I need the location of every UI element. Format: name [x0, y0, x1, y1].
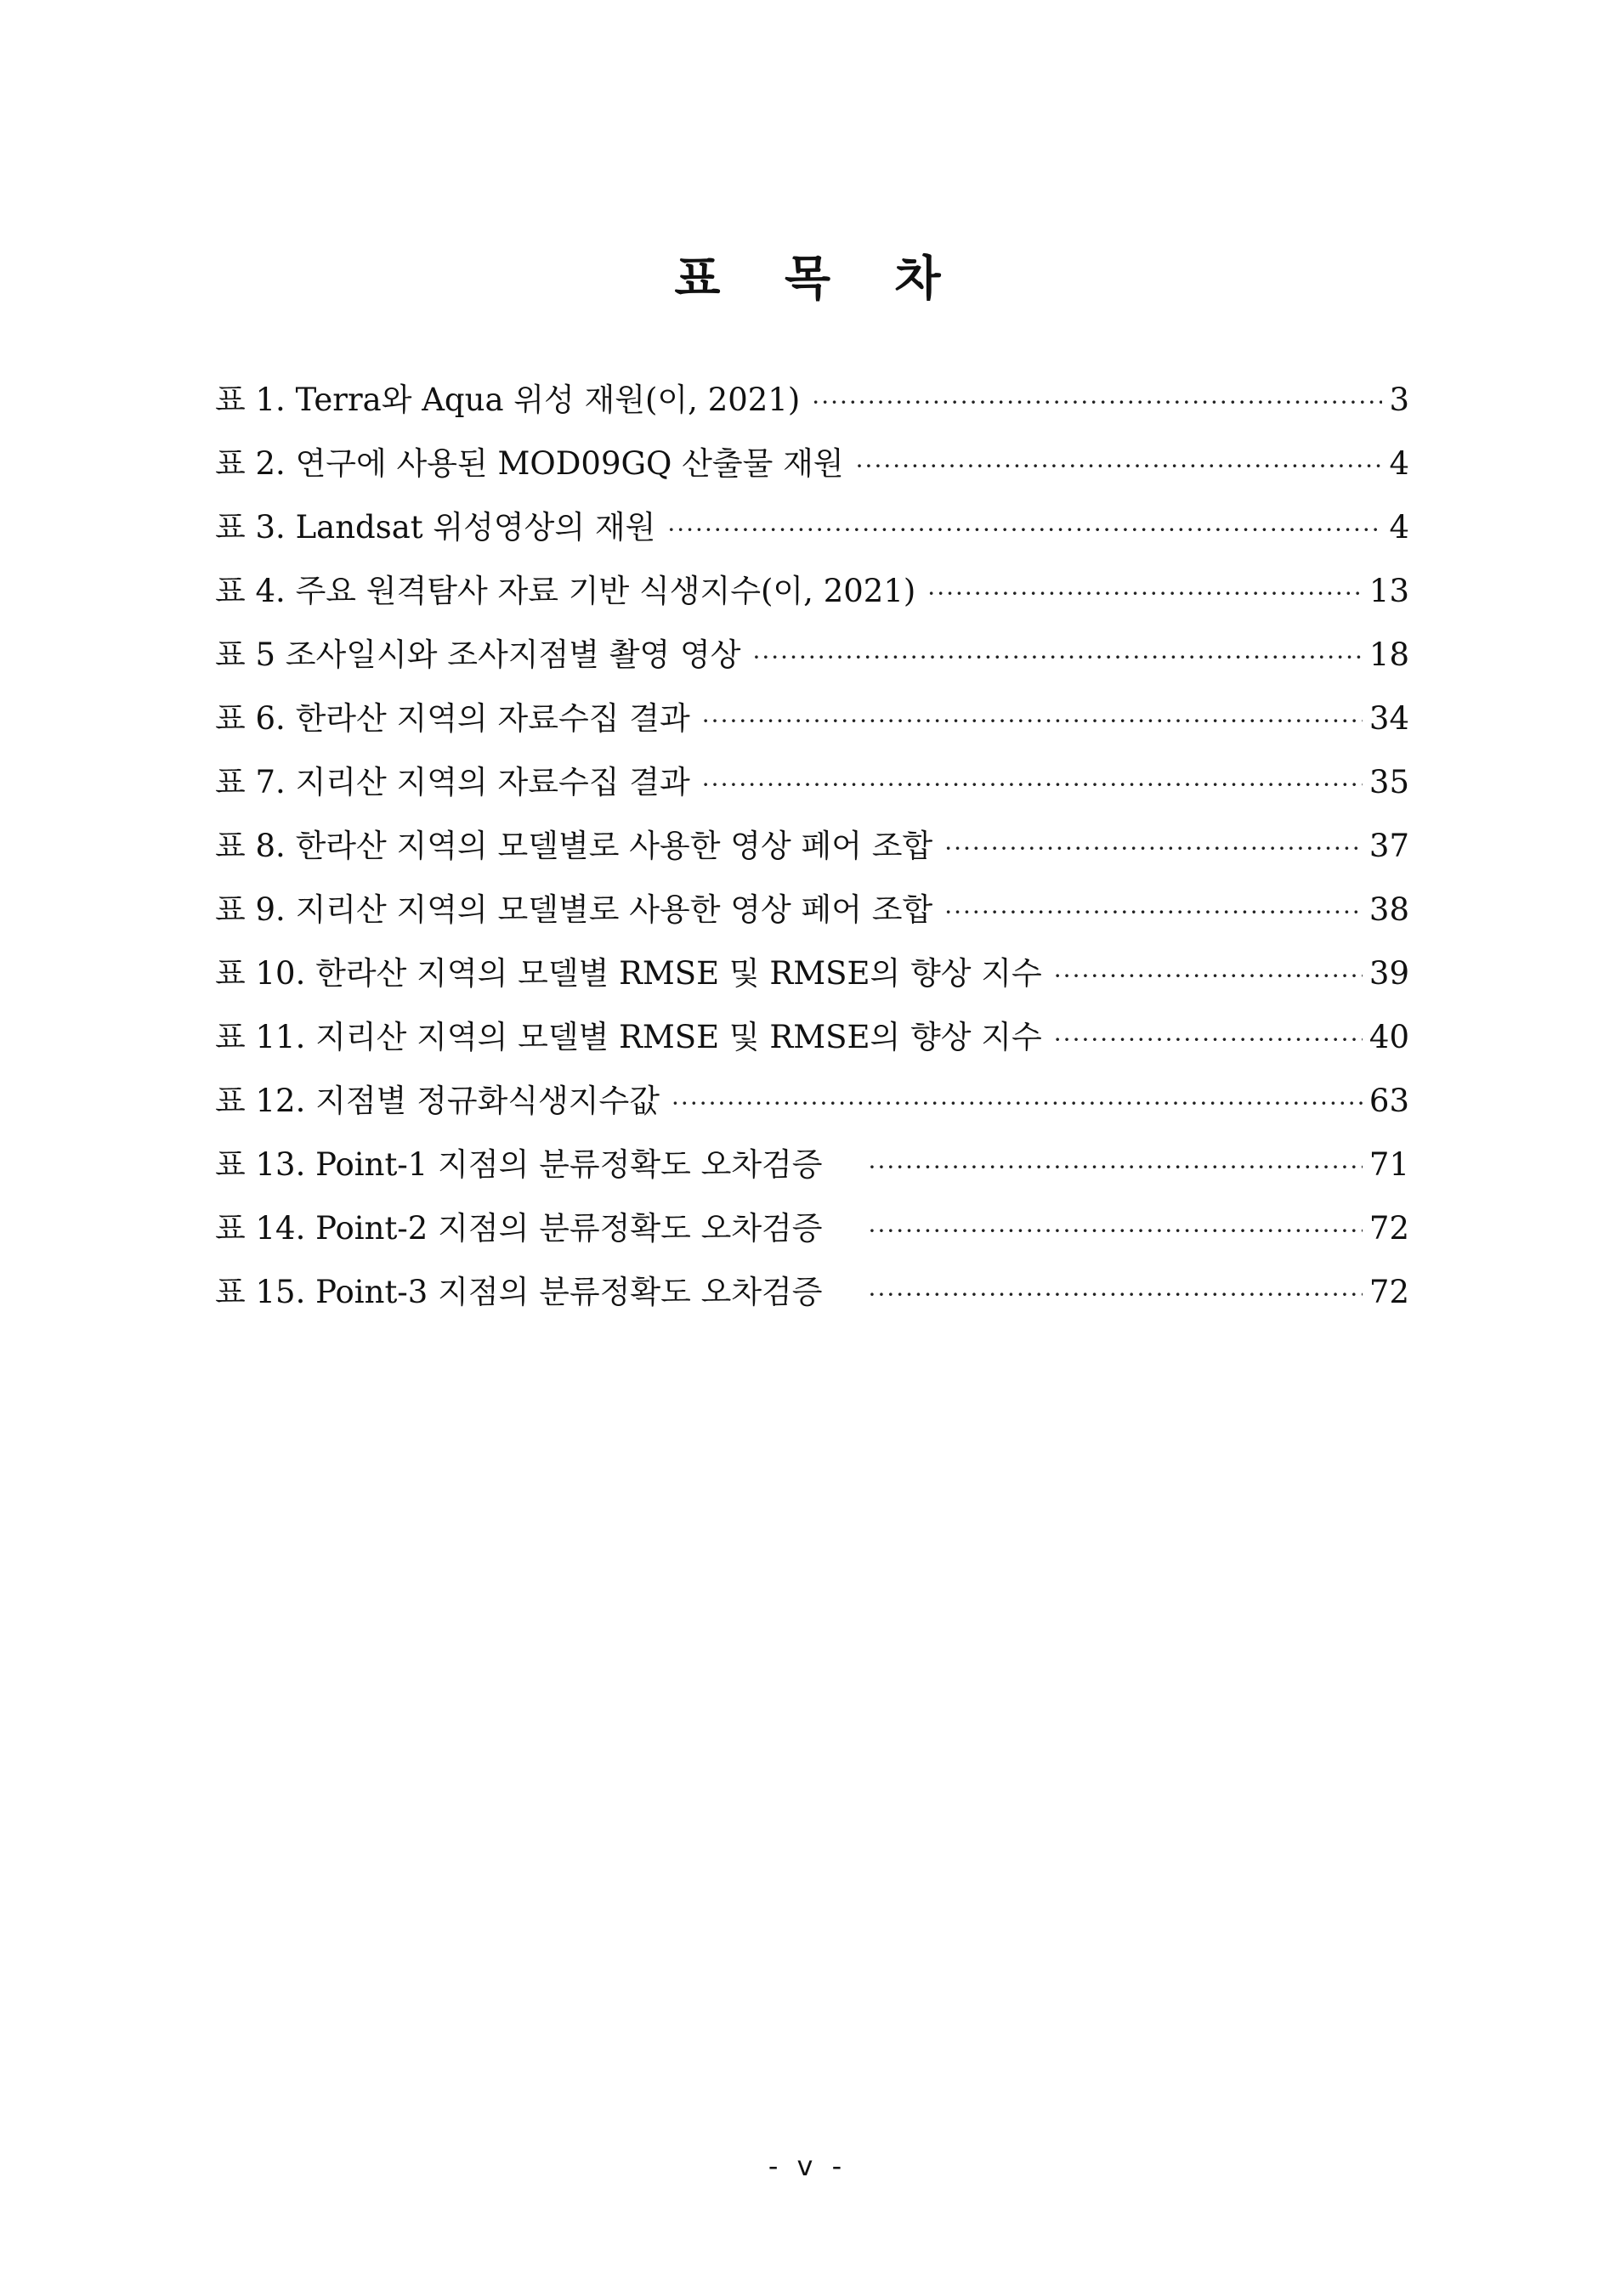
toc-entry-page: 3 — [1389, 382, 1409, 418]
toc-entry-label: 표 13. Point-1 지점의 분류정확도 오차검증 — [215, 1146, 823, 1183]
toc-entry[interactable] — [215, 623, 1409, 687]
toc-entry-page: 72 — [1368, 1210, 1409, 1247]
toc-entry-page: 4 — [1389, 509, 1409, 546]
dot-leader — [752, 625, 1362, 689]
toc-entry-label: 표 2. 연구에 사용된 MOD09GQ 산출물 재원 — [215, 445, 844, 482]
dot-leader — [702, 689, 1363, 753]
dot-leader — [944, 880, 1363, 944]
toc-entry-page: 35 — [1368, 764, 1409, 800]
toc-entry[interactable] — [215, 495, 1409, 559]
toc-entry-page: 71 — [1368, 1146, 1409, 1183]
toc-entry-label: 표 12. 지점별 정규화식생지수값 — [215, 1083, 660, 1119]
toc-entry-page: 13 — [1368, 573, 1409, 609]
toc-entry-label: 표 10. 한라산 지역의 모델별 RMSE 및 RMSE의 향상 지수 — [215, 955, 1042, 992]
toc-entry-page: 4 — [1389, 445, 1409, 482]
toc-entry[interactable] — [215, 687, 1409, 750]
toc-entry-label: 표 9. 지리산 지역의 모델별로 사용한 영상 페어 조합 — [215, 891, 933, 928]
dot-leader — [856, 434, 1383, 498]
toc-entry-label: 표 4. 주요 원격탐사 자료 기반 식생지수(이, 2021) — [215, 573, 916, 609]
toc-entry[interactable] — [215, 814, 1409, 878]
dot-leader — [944, 817, 1363, 880]
dot-leader — [1054, 944, 1363, 1008]
dot-leader — [702, 753, 1363, 817]
toc-entry[interactable] — [215, 368, 1409, 432]
toc-entry-page: 63 — [1368, 1083, 1409, 1119]
toc-entry-label: 표 7. 지리산 지역의 자료수집 결과 — [215, 764, 690, 800]
toc-entry-page: 34 — [1368, 700, 1409, 737]
toc-entry-label: 표 15. Point-3 지점의 분류정확도 오차검증 — [215, 1274, 823, 1310]
page-title: 표 목 차 — [674, 250, 965, 307]
dot-leader — [667, 498, 1382, 562]
dot-leader — [812, 370, 1382, 434]
dot-leader — [869, 1199, 1363, 1263]
toc-entry-label: 표 14. Point-2 지점의 분류정확도 오차검증 — [215, 1210, 823, 1247]
toc-entry[interactable] — [215, 1069, 1409, 1133]
toc-entry[interactable] — [215, 1196, 1409, 1260]
toc-entry-label: 표 5 조사일시와 조사지점별 촬영 영상 — [215, 636, 741, 673]
toc-entry[interactable] — [215, 1005, 1409, 1069]
toc-entry-label: 표 3. Landsat 위성영상의 재원 — [215, 509, 656, 546]
toc-entry[interactable] — [215, 1133, 1409, 1196]
toc-entry-label: 표 1. Terra와 Aqua 위성 재원(이, 2021) — [215, 382, 801, 418]
toc-entry-page: 38 — [1368, 891, 1409, 928]
toc-entry-label: 표 6. 한라산 지역의 자료수집 결과 — [215, 700, 690, 737]
toc-entry[interactable] — [215, 559, 1409, 623]
dot-leader — [927, 562, 1363, 625]
dot-leader — [672, 1072, 1363, 1135]
dot-leader — [869, 1135, 1363, 1199]
toc-entry[interactable] — [215, 432, 1409, 495]
table-of-tables — [215, 368, 1409, 1324]
toc-entry-page: 18 — [1368, 636, 1409, 673]
dot-leader — [869, 1263, 1363, 1326]
toc-entry-label: 표 11. 지리산 지역의 모델별 RMSE 및 RMSE의 향상 지수 — [215, 1019, 1042, 1055]
toc-entry-page: 39 — [1368, 955, 1409, 992]
toc-entry-label: 표 8. 한라산 지역의 모델별로 사용한 영상 페어 조합 — [215, 828, 933, 864]
toc-entry-page: 72 — [1368, 1274, 1409, 1310]
toc-entry[interactable] — [215, 878, 1409, 942]
toc-entry[interactable] — [215, 750, 1409, 814]
page-number: - v - — [768, 2150, 847, 2182]
toc-entry-page: 37 — [1368, 828, 1409, 864]
toc-entry-page: 40 — [1368, 1019, 1409, 1055]
dot-leader — [1054, 1008, 1363, 1072]
toc-entry[interactable] — [215, 942, 1409, 1005]
toc-entry[interactable] — [215, 1260, 1409, 1324]
